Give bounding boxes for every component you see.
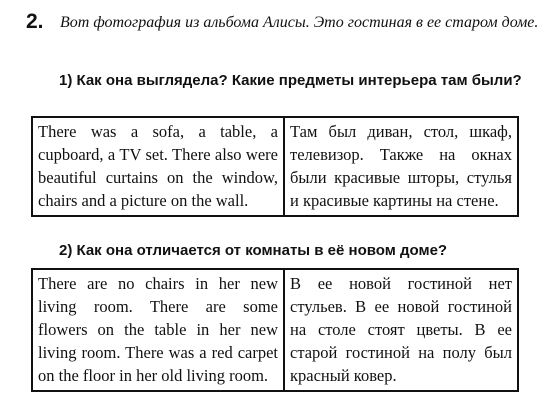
task-intro: Вот фотография из альбома Алисы. Это гостиная в ее старом доме. <box>60 14 539 31</box>
question-2-label: 2) Как она отличается от комнаты в её новом доме? <box>59 242 448 259</box>
answer-2-russian: В ее новой гостиной нет стульев. В ее новой гостиной на столе стоят цветы. В ее старой гостиной на полу был красный ковер. <box>284 269 518 391</box>
task-number: 2. <box>26 10 44 33</box>
table-row <box>32 117 518 216</box>
table-row <box>32 269 518 391</box>
question-1-label: 1) Как она выглядела? Какие предметы интерьера там были? <box>59 72 522 89</box>
answer-1-russian: Там был диван, стол, шкаф, телевизор. Также на окнах были красивые шторы, стулья и красивые картины на стене. <box>284 117 518 216</box>
answer-1-english: There was a sofa, a table, a cupboard, a TV set. There also were beautiful curtains on the window, chairs and a picture on the wall. <box>32 117 284 216</box>
answer-table-1 <box>31 116 519 217</box>
answer-table-2 <box>31 268 519 392</box>
answer-2-english: There are no chairs in her new living room. There are some flowers on the table in her new living room. There was a red carpet on the floor in her old living room. <box>32 269 284 391</box>
